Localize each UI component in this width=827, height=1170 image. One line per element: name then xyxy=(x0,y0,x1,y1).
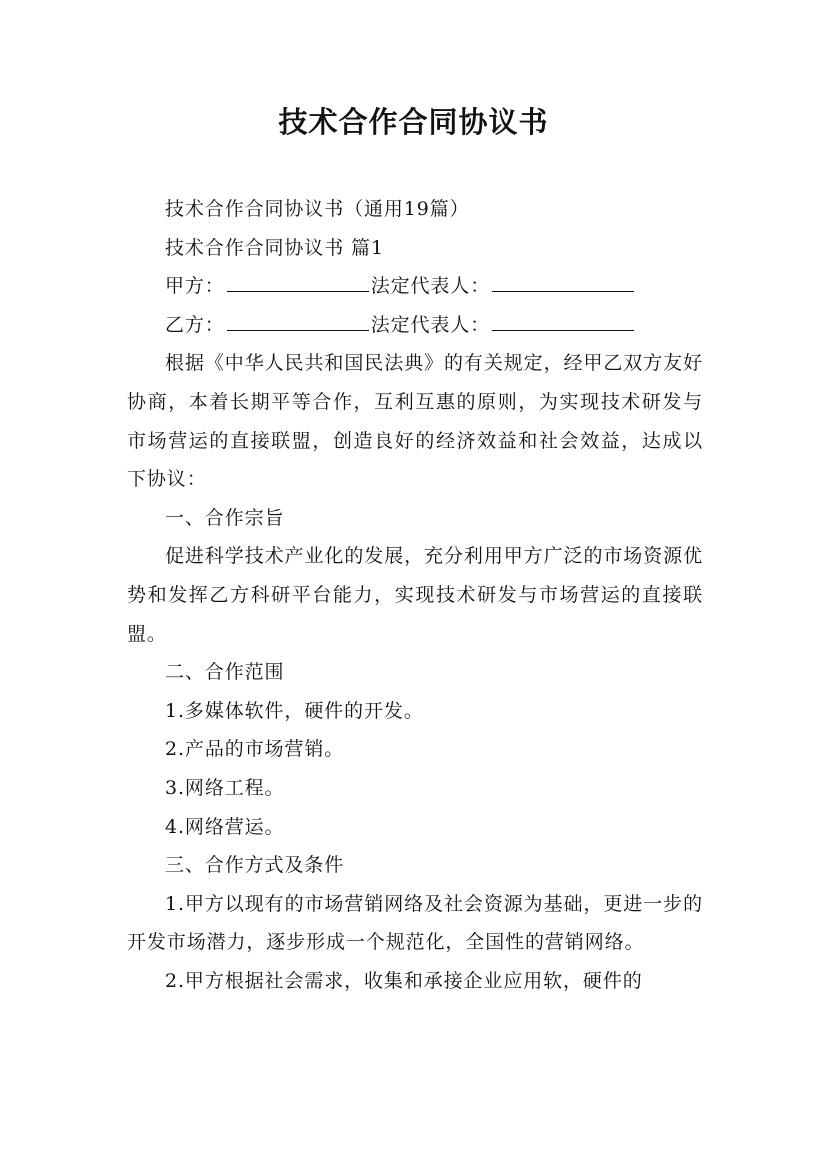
party-a-label: 甲方： xyxy=(165,275,225,298)
section1-title: 一、合作宗旨 xyxy=(165,506,285,529)
document-subtitle: 技术合作合同协议书（通用19篇） xyxy=(165,198,470,220)
document-body xyxy=(127,190,703,1000)
party-b-label: 乙方： xyxy=(165,313,225,336)
party-a-rep-blank xyxy=(492,290,634,292)
section2-item: 2.产品的市场营销。 xyxy=(165,738,345,761)
party-b-rep-blank xyxy=(492,329,634,331)
party-b-line xyxy=(127,306,703,345)
party-b-rep-label: 法定代表人： xyxy=(370,313,491,336)
section2-title: 二、合作范围 xyxy=(165,661,285,684)
section1-text: 促进科学技术产业化的发展，充分利用甲方广泛的市场资源优势和发挥乙方科研平台能力，实现技术研发与市场营运的直接联盟。 xyxy=(127,545,703,645)
document-title: 技术合作合同协议书 xyxy=(278,105,549,139)
party-a-rep-label: 法定代表人： xyxy=(370,275,491,298)
party-a-blank xyxy=(227,290,369,292)
section3-title: 三、合作方式及条件 xyxy=(165,854,345,877)
party-b-blank xyxy=(227,329,369,331)
party-a-line xyxy=(127,267,703,306)
section2-item: 3.网络工程。 xyxy=(165,776,285,799)
section3-item: 2.甲方根据社会需求，收集和承接企业应用软，硬件的 xyxy=(165,969,643,992)
section2-item: 4.网络营运。 xyxy=(165,815,285,838)
section2-item: 1.多媒体软件，硬件的开发。 xyxy=(165,699,424,722)
article-heading: 技术合作合同协议书 篇1 xyxy=(165,236,384,259)
section3-item: 1.甲方以现有的市场营销网络及社会资源为基础，更进一步的开发市场潜力，逐步形成一个规范化，全国性的营销网络。 xyxy=(127,892,703,954)
intro-paragraph: 根据《中华人民共和国民法典》的有关规定，经甲乙双方友好协商，本着长期平等合作，互利互惠的原则，为实现技术研发与市场营运的直接联盟，创造良好的经济效益和社会效益，达成以下协议： xyxy=(127,352,703,491)
